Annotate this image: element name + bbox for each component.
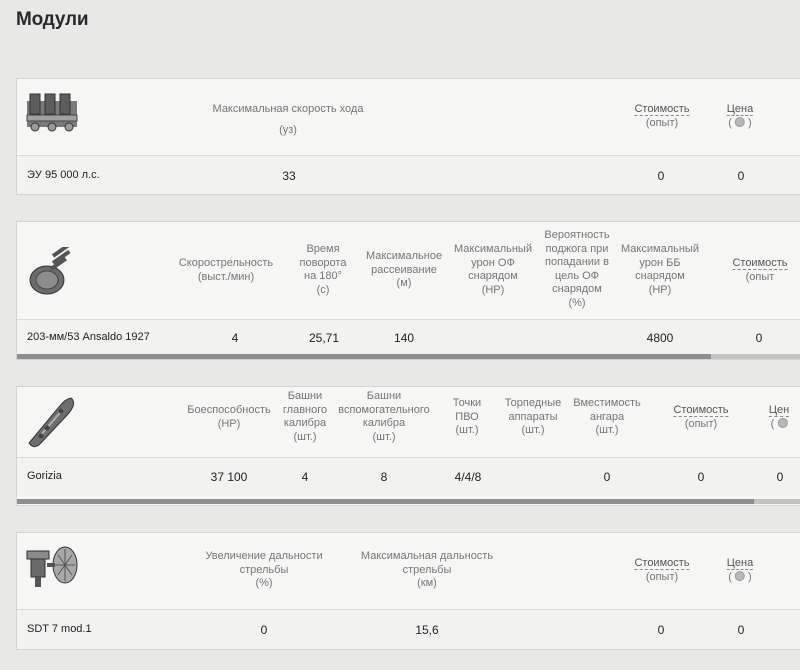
paren-open: ( (728, 570, 732, 583)
header-line: Максимальное (365, 250, 443, 262)
module-name: SDT 7 mod.1 (27, 623, 92, 635)
header-cost[interactable] (673, 404, 728, 431)
header-price[interactable] (769, 404, 789, 431)
header-line: поворота (299, 256, 347, 269)
paren-close: ) (748, 116, 752, 129)
header-line: Цен (768, 404, 790, 416)
header-line: (опыт (745, 270, 775, 283)
header-line: главного (282, 403, 328, 416)
header-line: вспомогательного (338, 403, 430, 416)
scrollbar-thumb[interactable] (17, 499, 754, 504)
header-line: стрельбы (402, 563, 452, 576)
header-line: (км) (417, 577, 437, 589)
table-row[interactable] (17, 320, 800, 354)
header-line: Цена (726, 103, 754, 115)
header-line: Стоимость (634, 557, 690, 569)
cost-value: 0 (657, 623, 665, 637)
header-line: ПВО (455, 410, 479, 423)
header-main-turrets (283, 390, 327, 444)
header-line: калибра (362, 417, 406, 429)
table-row[interactable] (17, 458, 800, 496)
header-line: (HP) (648, 283, 672, 296)
header-line: (шт.) (293, 430, 317, 443)
dispersion-value: 140 (393, 331, 415, 345)
header-line: Максимальный (621, 243, 699, 255)
header-torpedo-tubes (505, 397, 561, 438)
header-line: (уз) (279, 123, 297, 136)
header-max-range (361, 550, 493, 591)
header-line: Максимальный (454, 243, 532, 255)
header-line: снарядом (552, 283, 602, 295)
header-hp (187, 404, 271, 431)
header-line: Вместимость (573, 397, 641, 409)
header-line: Цена (726, 557, 754, 569)
header-line: аппараты (508, 410, 558, 423)
horizontal-scrollbar[interactable] (17, 499, 800, 504)
cost-value: 0 (657, 169, 665, 183)
range-increase-value: 0 (260, 623, 268, 637)
header-line: ангара (589, 410, 625, 423)
header-price[interactable] (727, 103, 753, 130)
header-line: урон ОФ (471, 256, 515, 269)
module-name: ЭУ 95 000 л.с. (27, 169, 100, 181)
header-line: (шт.) (372, 430, 396, 443)
header-line: Башни (366, 390, 402, 402)
paren-open: ( (728, 116, 732, 129)
paren-open: ( (770, 417, 775, 430)
header-line: (опыт) (684, 417, 718, 430)
traverse-value: 25,71 (308, 331, 340, 345)
header-line: поджога при (545, 242, 609, 255)
ap-damage-value: 4800 (646, 331, 674, 345)
header-line: Точки (452, 397, 482, 409)
header-line: Стоимость (732, 257, 788, 269)
header-rate-of-fire (179, 257, 273, 284)
rof-value: 4 (231, 331, 239, 345)
fire-control-icon (25, 543, 81, 589)
price-value: 0 (737, 169, 745, 183)
scrollbar-thumb[interactable] (17, 354, 711, 359)
table-header (17, 533, 800, 610)
header-cost[interactable] (634, 103, 689, 130)
header-line: Время (306, 243, 340, 255)
header-line: (%) (568, 296, 586, 309)
header-line (727, 571, 753, 585)
table-header (17, 222, 800, 320)
header-line: (шт.) (455, 424, 479, 436)
header-line (769, 418, 789, 432)
header-price[interactable] (727, 557, 753, 584)
main-battery-icon (25, 247, 77, 297)
header-line: (шт.) (521, 424, 545, 436)
header-line: (м) (396, 277, 412, 289)
credits-icon (735, 117, 745, 127)
header-aa-mounts (453, 397, 481, 438)
header-line: Скорострельность (178, 257, 274, 269)
header-line: Башни (287, 390, 323, 402)
header-line: урон ББ (639, 256, 681, 269)
header-line: Боеспособность (187, 404, 271, 416)
header-line: (HP) (217, 417, 241, 430)
speed-value: 33 (282, 169, 296, 183)
header-line: Увеличение дальности (205, 550, 323, 562)
hp-value: 37 100 (210, 470, 248, 484)
page-title: Модули (16, 9, 89, 30)
header-line: (с) (316, 283, 330, 296)
price-value: 0 (776, 470, 784, 484)
header-line: стрельбы (239, 563, 289, 576)
price-value: 0 (737, 623, 745, 637)
module-name: 203-мм/53 Ansaldo 1927 (27, 331, 150, 343)
hangar-value: 0 (603, 470, 611, 484)
header-line: (опыт) (645, 570, 679, 583)
credits-icon (777, 418, 787, 428)
header-dispersion (366, 250, 442, 291)
header-range-increase (205, 550, 322, 591)
header-line: снарядом (635, 270, 685, 282)
header-line: снарядом (468, 270, 518, 282)
header-he-damage (454, 243, 532, 297)
cost-value: 0 (697, 470, 705, 484)
paren-close: ) (748, 570, 752, 583)
header-line: (выст./мин) (197, 270, 255, 283)
header-hangar (573, 397, 641, 438)
engine-module-table (16, 78, 800, 195)
header-line (727, 117, 753, 131)
header-ap-damage (621, 243, 699, 297)
header-cost[interactable] (634, 557, 689, 584)
header-line: калибра (283, 417, 327, 429)
header-line: Максимальная скорость хода (212, 103, 364, 115)
engine-icon (25, 91, 79, 133)
header-line: на 180° (303, 270, 343, 282)
max-range-value: 15,6 (415, 623, 439, 637)
header-line: Максимальная дальность (360, 550, 494, 562)
header-line: Стоимость (673, 404, 729, 416)
header-line: цель ОФ (554, 269, 600, 282)
hull-icon (25, 395, 77, 449)
header-cost[interactable] (732, 257, 787, 284)
credits-icon (735, 571, 745, 581)
table-header (17, 387, 800, 458)
main-turrets-value: 4 (301, 470, 309, 484)
header-line: попадании в (545, 256, 609, 268)
module-name: Gorizia (27, 470, 62, 482)
header-secondary-turrets (338, 390, 430, 444)
header-line: (HP) (481, 283, 505, 296)
gun-module-table (16, 221, 800, 360)
table-header (17, 79, 800, 156)
table-row[interactable] (17, 156, 800, 194)
header-line: Торпедные (504, 397, 562, 409)
fire-control-module-table (16, 532, 800, 650)
hull-module-table (16, 386, 800, 506)
header-max-speed (213, 103, 364, 137)
header-line: (шт.) (595, 424, 619, 436)
header-traverse (300, 243, 347, 297)
cost-value: 0 (755, 331, 763, 345)
header-line: (опыт) (645, 116, 679, 129)
horizontal-scrollbar[interactable] (17, 354, 800, 359)
header-line: рассеивание (371, 263, 437, 276)
header-fire-chance (544, 229, 609, 310)
header-line: Стоимость (634, 103, 690, 115)
table-row[interactable] (17, 610, 800, 649)
header-line: Вероятность (544, 229, 610, 241)
header-line: (%) (255, 577, 273, 589)
secondary-turrets-value: 8 (380, 470, 388, 484)
aa-value: 4/4/8 (454, 470, 482, 484)
